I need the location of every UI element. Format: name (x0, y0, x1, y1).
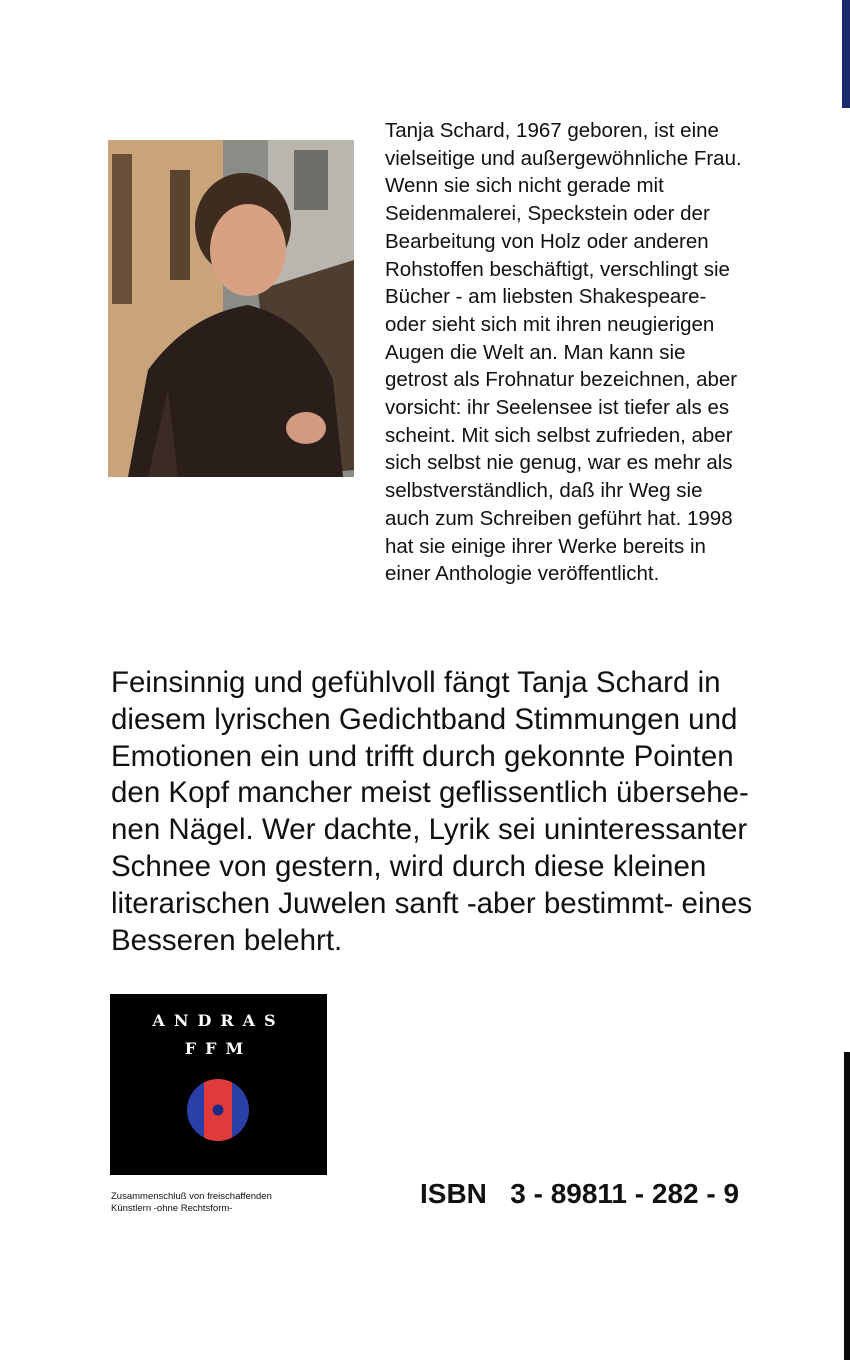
publisher-note: Zusammenschluß von freischaffenden Künstlern -ohne Rechtsform- (111, 1191, 272, 1214)
blue-red-circle-emblem-icon (186, 1078, 250, 1142)
publisher-logo (110, 994, 327, 1175)
author-bio: Tanja Schard, 1967 geboren, ist eine vielseitige und außergewöhnliche Frau. Wenn sie sich nicht gerade mit Seidenmalerei, Speckstein oder der Bearbeitung von Holz oder anderen Rohstoffen beschäftigt, verschlingt sie Bücher - am liebsten Shakespeare- oder sieht sich mit ihren neugierigen Augen die Welt an. Man kann sie getrost als Frohnatur bezeichnen, aber vorsicht: ihr Seelensee ist tiefer als es scheint. Mit sich selbst zufrieden, aber sich selbst nie genug, war es mehr als selbstverständlich, daß ihr Weg sie auch zum Schreiben geführt hat. 1998 hat sie einige ihrer Werke bereits in einer Anthologie veröffentlicht. (385, 119, 742, 586)
author-portrait-icon (108, 140, 354, 477)
publisher-logo-name: ANDRAS (152, 1011, 285, 1030)
cover-edge-stripe-top (842, 0, 850, 108)
isbn: ISBN 3 - 89811 - 282 - 9 (420, 1178, 740, 1209)
author-photo (108, 140, 354, 477)
cover-edge-stripe-bottom (844, 1052, 850, 1360)
book-blurb: Feinsinnig und gefühlvoll fängt Tanja Schard in diesem lyrischen Gedichtband Stimmungen und Emotionen ein und trifft durch gekonnte Pointen den Kopf mancher meist geflissentlich übersehe- nen Nägel. Wer dachte, Lyrik sei uninteressanter Schnee von gestern, wird durch diese kleinen literarischen Juwelen sanft -aber bestimmt- eines Besseren belehrt. (111, 666, 753, 957)
publisher-logo-city: FFM (184, 1039, 253, 1058)
